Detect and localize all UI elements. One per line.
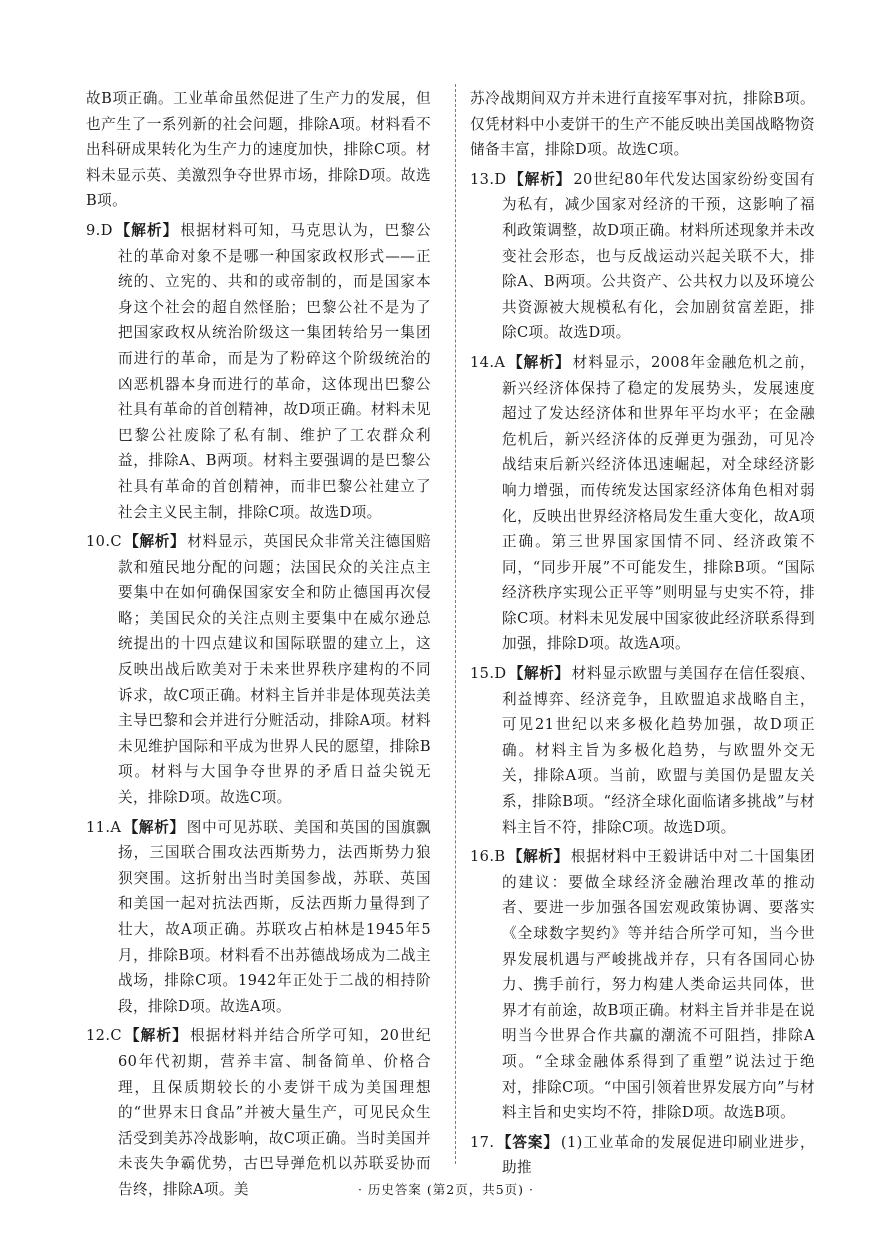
answer-item-14 bbox=[470, 350, 815, 657]
answer-item-16 bbox=[470, 844, 815, 1126]
item-number: 12.C bbox=[86, 1027, 122, 1045]
left-column bbox=[86, 86, 431, 1207]
item-text: 材料显示欧盟与美国存在信任裂痕、利益博弈、经济竞争，且欧盟追求战略自主，可见21世纪以来多极化趋势加强，故D项正确。材料主旨为多极化趋势，与欧盟外交无关，排除A项。当前，欧盟与美国仍是盟友关系，排除B项。“经济全球化面临诸多挑战”与材料主旨不符，排除C项。故选D项。 bbox=[502, 665, 815, 836]
answer-item-11 bbox=[86, 815, 431, 1020]
analysis-tag: 【解析】 bbox=[507, 848, 569, 866]
answer-tag: 【答案】 bbox=[496, 1133, 559, 1151]
right-column bbox=[470, 86, 815, 1185]
item-text: (1)工业革命的发展促进印刷业进步，助推 bbox=[502, 1133, 815, 1177]
item-text: 根据材料可知，马克思认为，巴黎公社的革命对象不是哪一种国家政权形式——正统的、立宪的、共和的或帝制的，而是国家本身这个社会的超自然怪胎；巴黎公社不是为了把国家政权从统治阶级这一集团转给另一集团而进行的革命，而是为了粉碎这个阶级统治的凶恶机器本身而进行的革命，这体现出巴黎公社具有革命的首创精神，故D项正确。材料未见巴黎公社废除了私有制、维护了工农群众利益，排除A、B两项。材料主要强调的是巴黎公社具有革命的首创精神，而非巴黎公社建立了社会主义民主制，排除C项。故选D项。 bbox=[118, 221, 431, 521]
item-text: 20世纪80年代发达国家纷纷变国有为私有，减少国家对经济的干预，这影响了福利政策调整，故D项正确。材料所述现象并未改变社会形态，也与反战运动兴起关联不大，排除A、B两项。公共资产、公共权力以及环境公共资源被大规模私有化，会加剧贫富差距，排除C项。故选D项。 bbox=[502, 170, 815, 342]
item-text: 根据材料中王毅讲话中对二十国集团的建议：要做全球经济金融治理改革的推动者、要进一步加强各国宏观政策协调、要落实《全球数字契约》等并结合所学可知，当今世界发展机遇与严峻挑战并存，只有各国同心协力、携手前行，努力构建人类命运共同体，世界才有前途，故B项正确。材料主旨并非是在说明当今世界合作共赢的潮流不可阻挡，排除A项。“全球金融体系得到了重塑”说法过于绝对，排除C项。“中国引领着世界发展方向”与材料主旨和史实均不符，排除D项。故选B项。 bbox=[502, 848, 815, 1122]
item-number: 17. bbox=[470, 1133, 495, 1151]
analysis-tag: 【解析】 bbox=[123, 533, 186, 551]
answer-item-13 bbox=[470, 167, 815, 346]
analysis-tag: 【解析】 bbox=[508, 170, 572, 188]
item-text: 材料显示，2008年金融危机之前，新兴经济体保持了稳定的发展势头，发展速度超过了发达经济体和世界年平均水平；在金融危机后，新兴经济体的反弹更为强劲，可见冷战结束后新兴经济体迅速崛起，对全球经济影响力增强，而传统发达国家经济体角色相对弱化，反映出世界经济格局发生重大变化，故A项正确。第三世界国家国情不同、经济政策不同，“同步开展”不可能发生，排除B项。“国际经济秩序实现公正平等”则明显与史实不符，排除C项。材料未见发展中国家彼此经济联系得到加强，排除D项。故选A项。 bbox=[502, 353, 815, 653]
analysis-tag: 【解析】 bbox=[114, 221, 179, 239]
item-number: 13.D bbox=[470, 170, 507, 188]
analysis-tag: 【解析】 bbox=[508, 665, 570, 683]
item-number: 11.A bbox=[86, 818, 122, 836]
answer-item-17 bbox=[470, 1130, 815, 1181]
item-text: 根据材料并结合所学可知，20世纪60年代初期，营养丰富、制备简单、价格合理，且保质期较长的小麦饼干成为美国理想的“世界末日食品”并被大量生产，可见民众生活受到美苏冷战影响，故C项正确。当时美国并未丧失争霸优势，古巴导弹危机以苏联妥协而告终，排除A项。美 bbox=[118, 1027, 431, 1198]
analysis-tag: 【解析】 bbox=[123, 818, 185, 836]
item-number: 16.B bbox=[470, 848, 506, 866]
item-number: 10.C bbox=[86, 533, 122, 551]
item-number: 15.D bbox=[470, 665, 507, 683]
column-divider bbox=[455, 84, 456, 1164]
item-text: 材料显示，英国民众非常关注德国赔款和殖民地分配的问题；法国民众的关注点主要集中在如何确保国家安全和防止德国再次侵略；美国民众的关注点则主要集中在威尔逊总统提出的十四点建议和国际联盟的建立上，这反映出战后欧美对于未来世界秩序建构的不同诉求，故C项正确。材料主旨并非是体现英法美主导巴黎和会并进行分赃活动，排除A项。材料未见维护国际和平成为世界人民的愿望，排除B项。材料与大国争夺世界的矛盾日益尖锐无关，排除D项。故选C项。 bbox=[118, 533, 431, 807]
item-text: 图中可见苏联、美国和英国的国旗飘扬，三国联合围攻法西斯势力，法西斯势力狼狈突围。这折射出当时美国参战，苏联、英国和美国一起对抗法西斯，反法西斯力量得到了壮大，故A项正确。苏联攻占柏林是1945年5月，排除B项。材料看不出苏德战场成为二战主战场，排除C项。1942年正处于二战的相持阶段，排除D项。故选A项。 bbox=[118, 818, 431, 1015]
analysis-tag: 【解析】 bbox=[507, 353, 571, 371]
answer-item-9 bbox=[86, 218, 431, 525]
answer-item-15 bbox=[470, 661, 815, 840]
item-number: 14.A bbox=[470, 353, 506, 371]
answer-item-12 bbox=[86, 1023, 431, 1202]
page-footer: · 历史答案 (第2页，共5页) · bbox=[357, 1182, 535, 1197]
continuation-text: 故B项正确。工业革命虽然促进了生产力的发展，但也产生了一系列新的社会问题，排除A项。材料看不出科研成果转化为生产力的速度加快，排除C项。材料未显示英、美激烈争夺世界市场，排除D项。故选B项。 bbox=[86, 90, 431, 210]
answer-item-10 bbox=[86, 529, 431, 811]
item-number: 9.D bbox=[86, 221, 113, 239]
analysis-tag: 【解析】 bbox=[123, 1027, 189, 1045]
continuation-text: 苏冷战期间双方并未进行直接军事对抗，排除B项。仅凭材料中小麦饼干的生产不能反映出美国战略物资储备丰富，排除D项。故选C项。 bbox=[470, 90, 815, 159]
